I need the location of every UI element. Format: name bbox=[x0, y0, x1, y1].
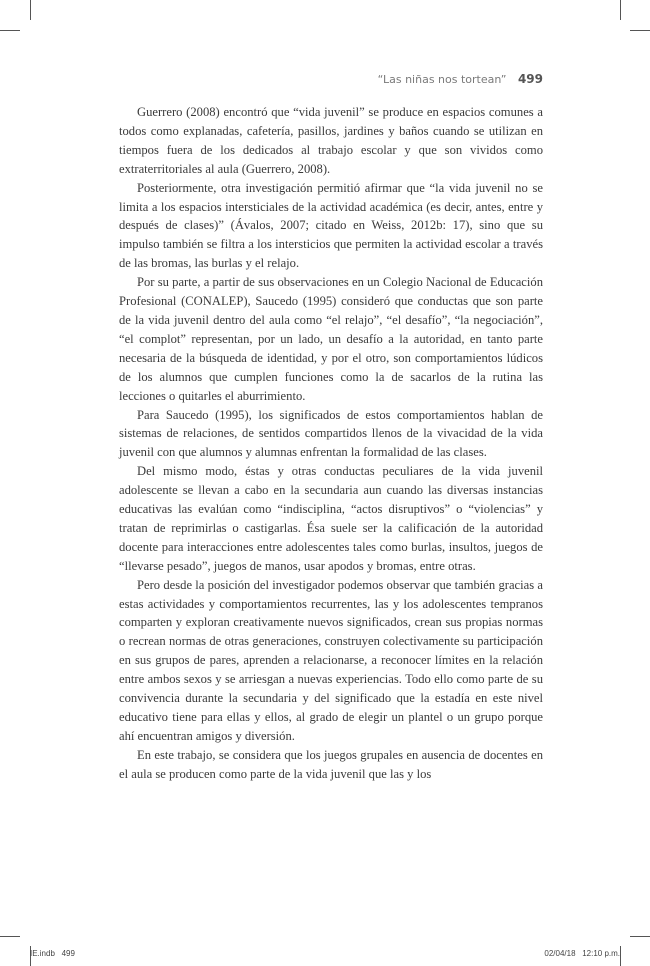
page-number: 499 bbox=[517, 72, 543, 86]
paragraph: Guerrero (2008) encontró que “vida juvenil” se produce en espacios comunes a todos como explanadas, cafetería, pasillos, jardines y baños cuando se utilizan en tiempos fuera de los dedicados al trabajo escolar y que son vividos como extraterritoriales al aula (Guerrero, 2008). bbox=[119, 105, 543, 176]
crop-mark bbox=[620, 946, 621, 966]
body-text bbox=[119, 103, 543, 784]
paragraph: Para Saucedo (1995), los significados de estos comportamientos hablan de sistemas de relaciones, de sentidos compartidos llenos de la vivacidad de la vida juvenil con que alumnos y alumnas enfrentan la formalidad de las clases. bbox=[119, 407, 543, 460]
crop-mark bbox=[630, 30, 650, 31]
paragraph: Del mismo modo, éstas y otras conductas peculiares de la vida juvenil adolescente se llevan a cabo en la secundaria aun cuando las diversas instancias educativas las evalúan como “indisciplina, “actos disruptivos” o “violencias” y tratan de reprimirlas o castigarlas. Ésa suele ser la calificación de la autoridad docente para interacciones entre adolescentes tales como burlas, insultos, juegos de “llevarse pesado”, juegos de manos, usar apodos y bromas, entre otras. bbox=[119, 464, 543, 573]
crop-mark bbox=[0, 936, 20, 937]
paragraph: Posteriormente, otra investigación permitió afirmar que “la vida juvenil no se limita a los espacios intersticiales de la actividad académica (es decir, antes, entre y después de clases)” (Ávalos, 2007; citado en Weiss, 2012b: 17), sino que su impulso también se filtra a los intersticios que permiten la actividad escolar a través de las bromas, las burlas y el relajo. bbox=[119, 180, 543, 271]
paragraph: Por su parte, a partir de sus observaciones en un Colegio Nacional de Educación Profesional (CONALEP), Saucedo (1995) consideró que conductas que son parte de la vida juvenil dentro del aula como “el relajo”, “el desafío”, “la negociación”, “el complot” representan, por un lado, un desafío a la autoridad, en tanto parte necesaria de la búsqueda de identidad, y por el otro, son comportamientos lúdicos de los alumnos que cumplen funciones como la de sacarlos de la rutina las lecciones o quitarles el aburrimiento. bbox=[119, 275, 543, 403]
crop-mark bbox=[620, 0, 621, 20]
crop-mark bbox=[30, 0, 31, 20]
paragraph: En este trabajo, se considera que los juegos grupales en ausencia de docentes en el aula se producen como parte de la vida juvenil que las y los bbox=[119, 747, 543, 781]
running-head bbox=[120, 72, 543, 86]
file-slug: IE.indb 499 bbox=[30, 949, 75, 958]
running-title: “Las niñas nos tortean” bbox=[377, 73, 507, 86]
date-slug: 02/04/18 12:10 p.m. bbox=[544, 949, 620, 958]
paragraph: Pero desde la posición del investigador podemos observar que también gracias a estas actividades y comportamientos recurrentes, las y los adolescentes tempranos comparten y exploran creativamente nuevos significados, crean sus propias normas o recrean normas de otras generaciones, construyen colectivamente su participación en sus grupos de pares, aprenden a relacionarse, a reconocer límites en la relación entre ambos sexos y se arriesgan a nuevas experiencias. Todo ello como parte de su convivencia durante la secundaria y del significado que la estadía en este nivel educativo tiene para ellas y ellos, al grado de elegir un plantel o un grupo porque ahí encuentran amigos y diversión. bbox=[119, 577, 543, 743]
crop-mark bbox=[0, 30, 20, 31]
crop-mark bbox=[630, 936, 650, 937]
